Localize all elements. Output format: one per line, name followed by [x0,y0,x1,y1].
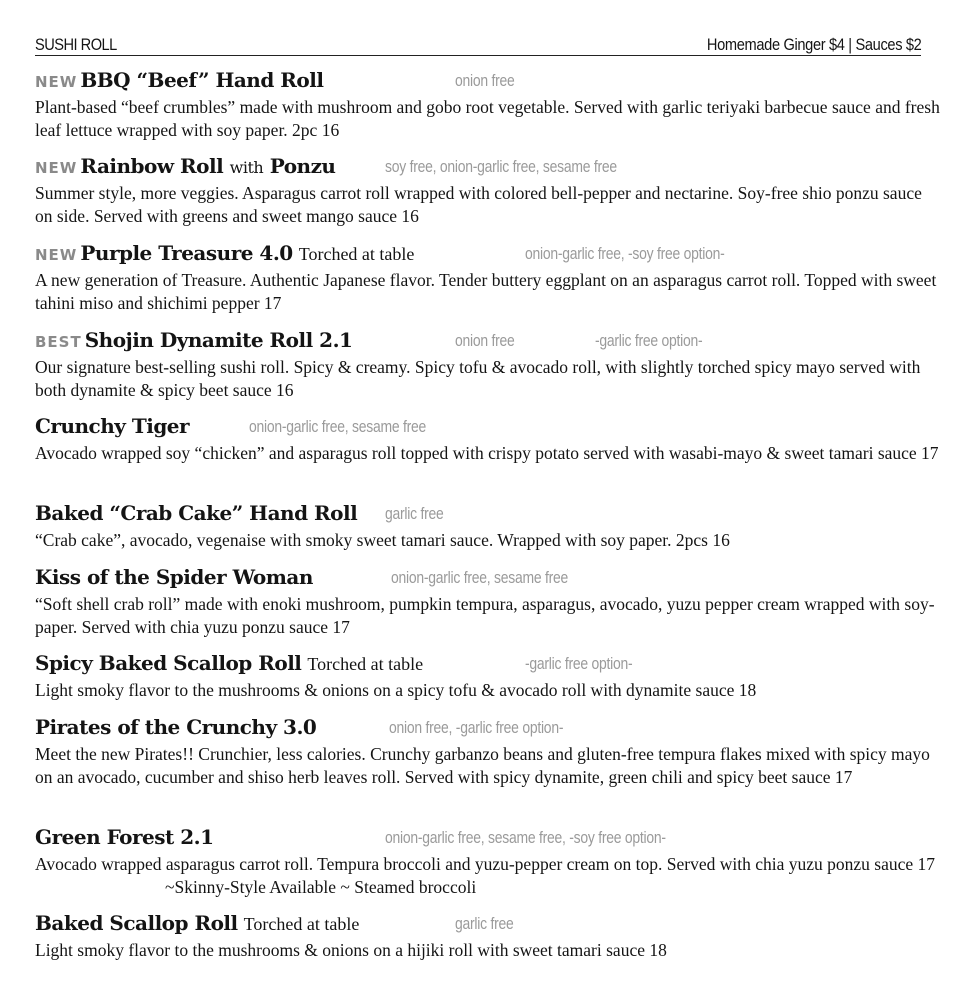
best-tag: BEST [35,333,82,351]
menu-item [35,825,945,899]
menu-item-subtitle: Torched at table [307,654,424,674]
dietary-note: onion-garlic free, sesame free [391,568,569,587]
menu-item [35,241,945,315]
menu-item-name: Kiss of the Spider Woman [35,565,313,589]
menu-item [35,68,945,142]
menu-item-name [80,154,335,178]
menu-item-description: “Crab cake”, avocado, vegenaise with smoky sweet tamari sauce. Wrapped with soy paper. 2pcs 16 [35,530,730,550]
menu-item-description: Summer style, more veggies. Asparagus carrot roll wrapped with colored bell-pepper and nectarine. Soy-free shio ponzu sauce on side. Served with greens and sweet mango sauce 16 [35,183,922,226]
menu-item [35,565,945,639]
menu-item-title-line [35,911,945,937]
menu-item-description: “Soft shell crab roll” made with enoki mushroom, pumpkin tempura, asparagus, avocado, yuzu pepper cream wrapped with soy-paper. Served with chia yuzu ponzu sauce 17 [35,594,935,637]
menu-section-header [35,30,921,56]
dietary-note: onion-garlic free, sesame free [249,417,427,436]
menu-item [35,328,945,402]
menu-item-title-line [35,241,945,267]
name-part-1: Rainbow Roll [80,154,224,178]
section-title: SUSHI ROLL [35,35,117,54]
name-with: with [229,158,264,177]
menu-item-description: A new generation of Treasure. Authentic Japanese flavor. Tender buttery eggplant on an asparagus carrot roll. Topped with sweet tahini miso and shichimi pepper 17 [35,270,937,313]
menu-item-name: Pirates of the Crunchy 3.0 [35,715,317,739]
menu-item [35,414,945,465]
menu-item-description: Light smoky flavor to the mushrooms & onions on a spicy tofu & avocado roll with dynamite sauce 18 [35,680,757,700]
menu-item [35,911,945,962]
menu-item-name: Baked “Crab Cake” Hand Roll [35,501,358,525]
menu-item-description [35,853,940,899]
menu-item [35,154,945,228]
dietary-note: onion free, -garlic free option- [389,718,564,737]
menu-item-description: Meet the new Pirates!! Crunchier, less calories. Crunchy garbanzo beans and gluten-free tempura flakes mixed with spicy mayo on an avocado, cucumber and shiso herb leaves roll. Served with spicy dynamite, green chili and spicy beet sauce 17 [35,744,930,787]
dietary-option-note: -garlic free option- [595,331,703,350]
description-text: Avocado wrapped asparagus carrot roll. Tempura broccoli and yuzu-pepper cream on top. Served with chia yuzu ponzu sauce 17 [35,854,936,874]
menu-item-title-line [35,565,945,591]
menu-item-title-line [35,501,945,527]
menu-item-title-line [35,651,945,677]
menu-item-name: Baked Scallop Roll [35,911,238,935]
menu-item [35,501,945,552]
dietary-note: soy free, onion-garlic free, sesame free [385,157,617,176]
name-part-2: Ponzu [269,154,336,178]
menu-item-title-line [35,825,945,851]
skinny-style-note: ~Skinny-Style Available ~ Steamed broccoli [165,877,477,897]
dietary-note: onion free [455,71,515,90]
new-tag: NEW [35,246,78,264]
dietary-note: garlic free [455,914,514,933]
menu-item-title-line [35,715,945,741]
dietary-note: onion-garlic free, -soy free option- [525,244,725,263]
dietary-note: onion-garlic free, sesame free, -soy free option- [385,828,666,847]
menu-item-name: BBQ “Beef” Hand Roll [80,68,324,92]
menu-item [35,651,945,702]
menu-item-description: Plant-based “beef crumbles” made with mushroom and gobo root vegetable. Served with garlic teriyaki barbecue sauce and fresh leaf lettuce wrapped with soy paper. 2pc 16 [35,97,940,140]
dietary-note: onion free [455,331,515,350]
menu-item-name: Green Forest 2.1 [35,825,214,849]
menu-item-name: Spicy Baked Scallop Roll [35,651,302,675]
menu-item-name: Crunchy Tiger [35,414,190,438]
menu-item-name: Purple Treasure 4.0 [80,241,293,265]
menu-item-subtitle: Torched at table [243,914,360,934]
menu-item-subtitle: Torched at table [298,244,415,264]
dietary-note: garlic free [385,504,444,523]
menu-item-title-line [35,68,945,94]
dietary-note: -garlic free option- [525,654,633,673]
menu-item-description: Our signature best-selling sushi roll. Spicy & creamy. Spicy tofu & avocado roll, with slightly torched spicy mayo served with both dynamite & spicy beet sauce 16 [35,357,921,400]
menu-item-description: Avocado wrapped soy “chicken” and asparagus roll topped with crispy potato served with wasabi-mayo & sweet tamari sauce 17 [35,443,939,463]
new-tag: NEW [35,73,78,91]
menu-item-name: Shojin Dynamite Roll 2.1 [84,328,353,352]
menu-item-title-line [35,414,945,440]
menu-item [35,715,945,789]
new-tag: NEW [35,159,78,177]
menu-item-description: Light smoky flavor to the mushrooms & onions on a hijiki roll with sweet tamari sauce 18 [35,940,667,960]
section-extras: Homemade Ginger $4 | Sauces $2 [706,35,921,54]
menu-item-title-line [35,154,945,180]
menu-item-title-line [35,328,945,354]
